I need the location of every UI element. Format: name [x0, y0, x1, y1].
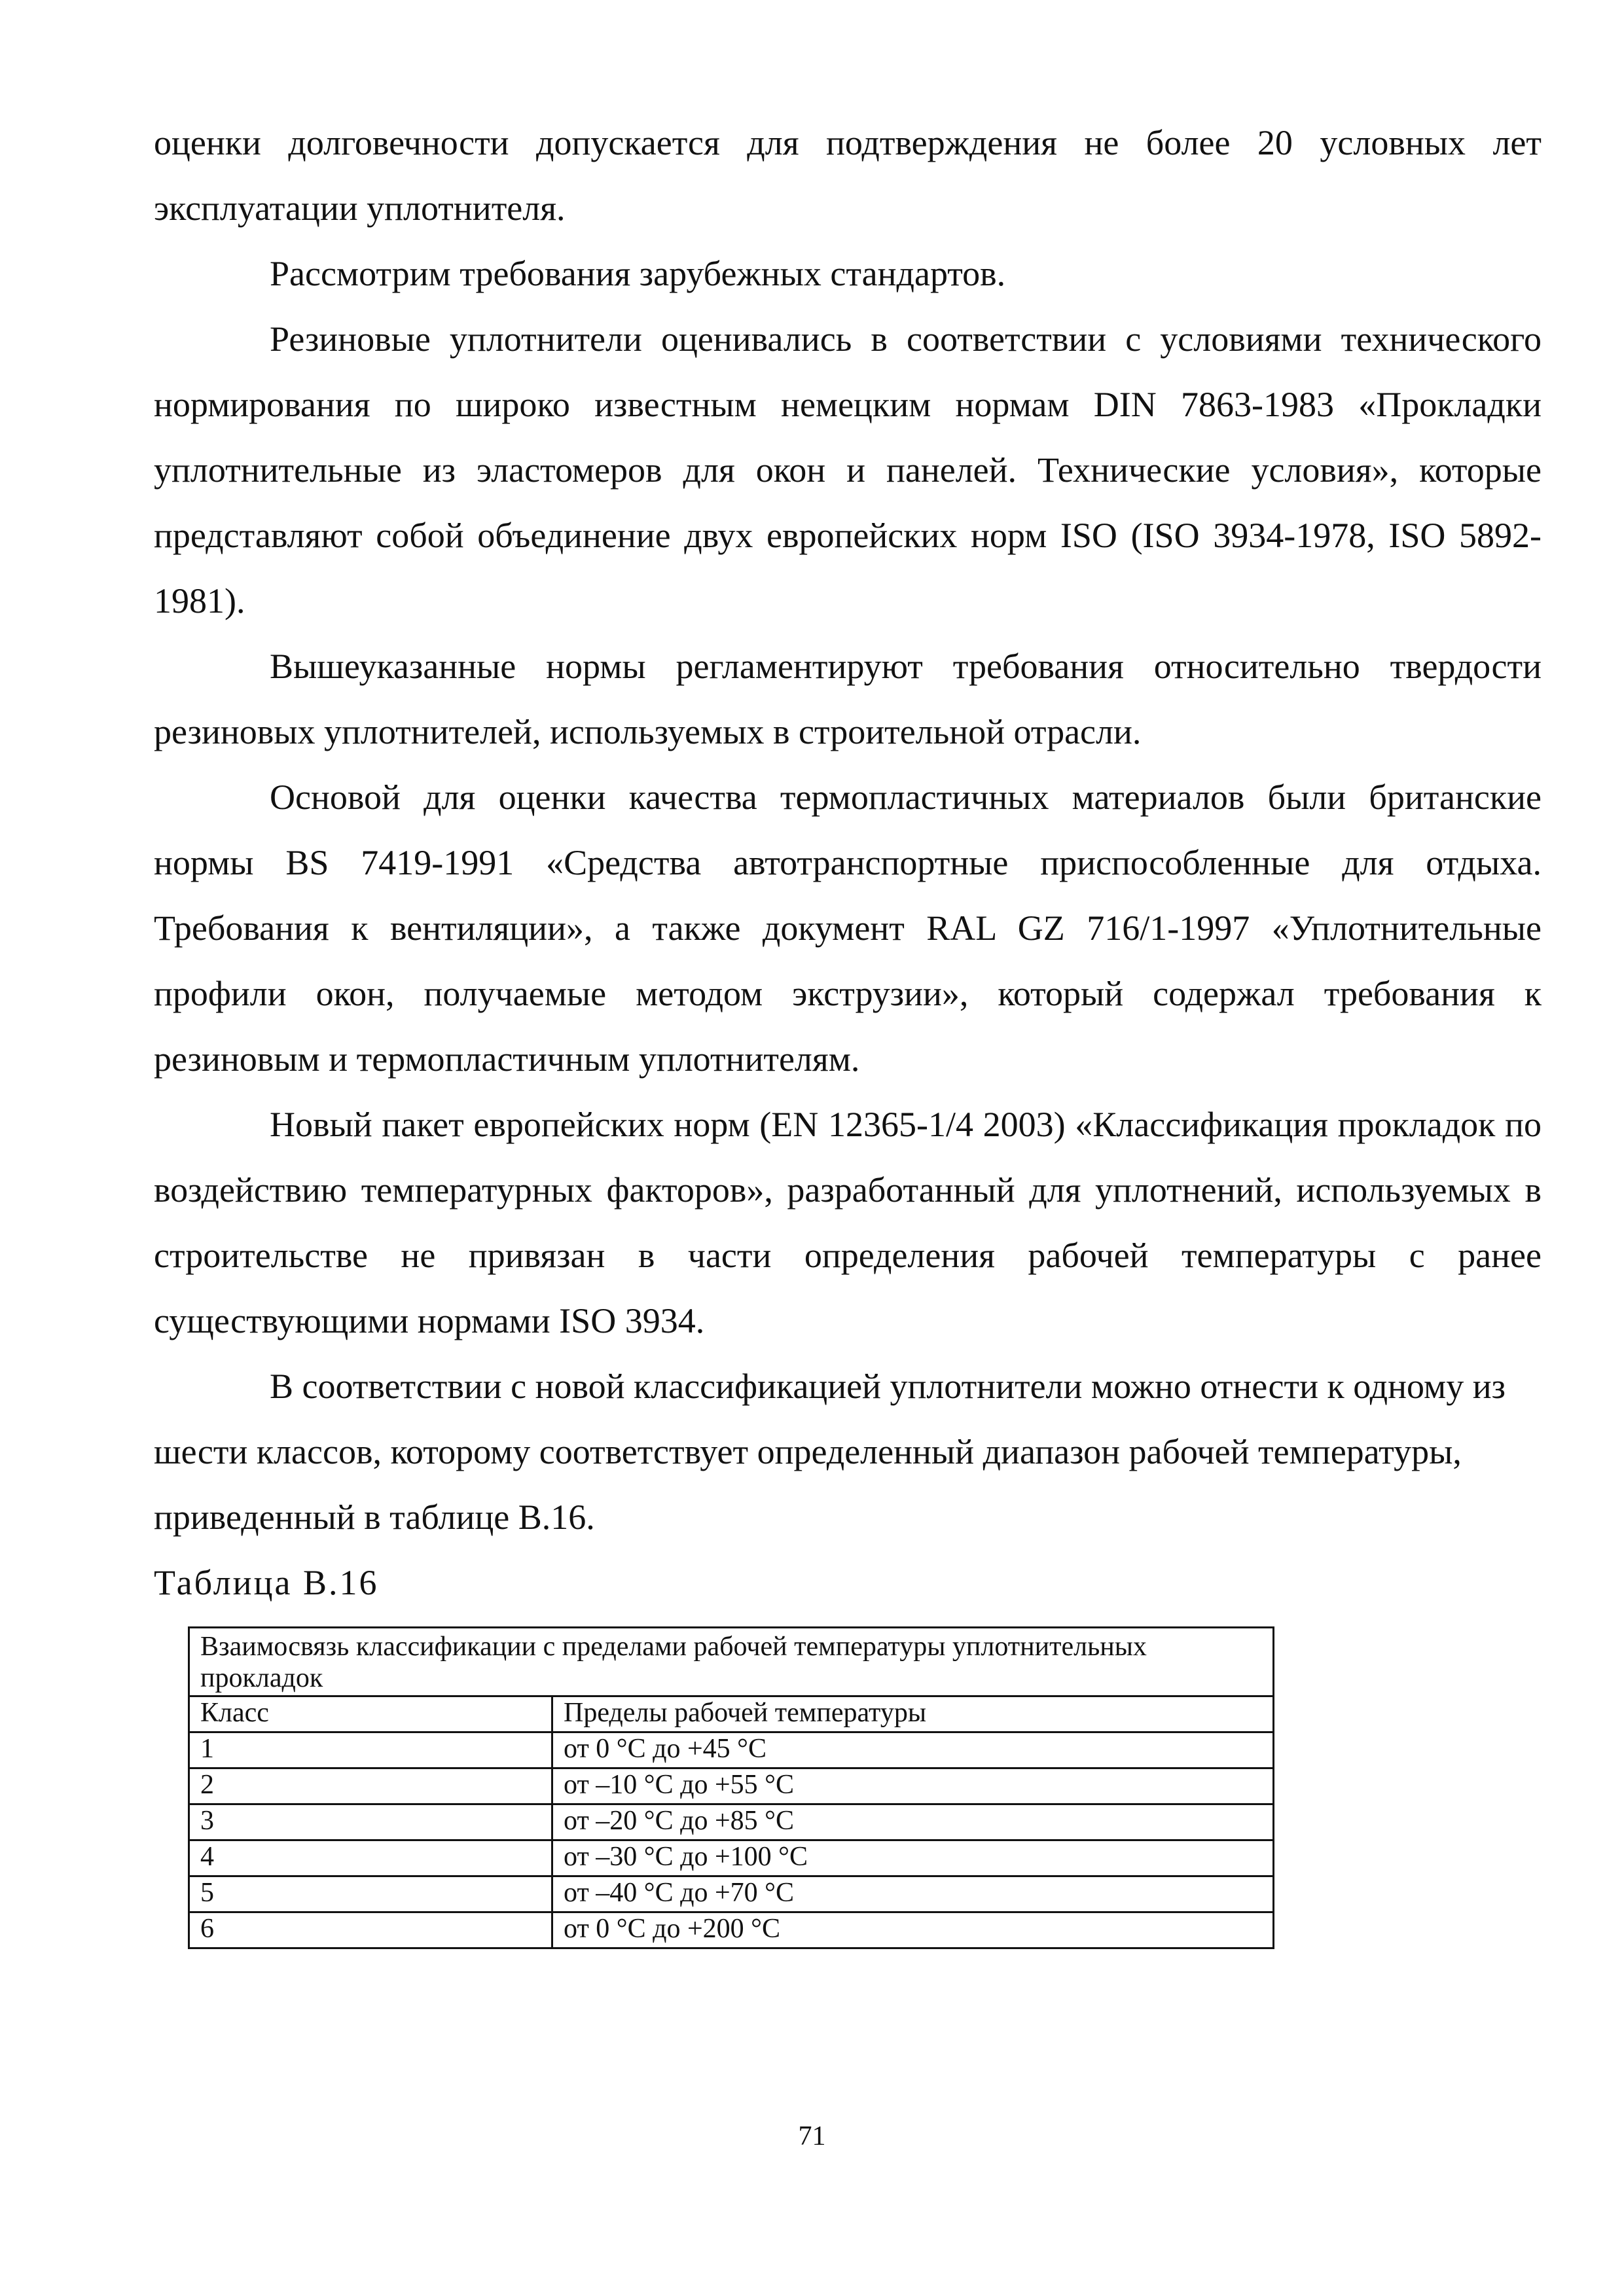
temperature-range-cell: от –20 °С до +85 °С	[552, 1804, 1274, 1840]
table-caption: Таблица В.16	[154, 1563, 379, 1602]
paragraph-durability-continuation: оценки долговечности допускается для подтверждения не более 20 условных лет эксплуатации уплотнителя.	[154, 123, 1542, 228]
paragraph-thermoplastic-bs-ral: Основой для оценки качества термопластичных материалов были британские нормы BS 7419-1991 «Средства автотранспортные приспособленные для отдыха. Требования к вентиляции», а также документ RAL GZ 716/1-1997 «Уплотнительные профили окон, получаемые методом экструзии», который содержал требования к резиновым и термопластичным уплотнителям.	[154, 778, 1542, 1079]
paragraph-hardness-requirements: Вышеуказанные нормы регламентируют требования относительно твердости резиновых уплотнителей, используемых в строительной отрасли.	[154, 647, 1542, 751]
table-row	[189, 1732, 1274, 1768]
class-cell: 3	[189, 1804, 552, 1840]
class-cell: 2	[189, 1768, 552, 1804]
table-header-row	[189, 1696, 1274, 1732]
page-number: 71	[798, 2121, 826, 2151]
paragraph-foreign-standards-intro: Рассмотрим требования зарубежных стандартов.	[270, 254, 1006, 293]
temperature-range-cell: от –40 °С до +70 °С	[552, 1876, 1274, 1912]
table-row	[189, 1876, 1274, 1912]
temperature-range-cell: от –30 °С до +100 °С	[552, 1840, 1274, 1876]
column-header-class: Класс	[189, 1696, 552, 1732]
class-cell: 5	[189, 1876, 552, 1912]
table-title: Взаимосвязь классификации с пределами рабочей температуры уплотнительных прокладок	[189, 1628, 1274, 1696]
paragraph-six-classes: В соответствии с новой классификацией уплотнители можно отнести к одному из шести классов, которому соответствует определенный диапазон рабочей температуры, приведенный в таблице В.16.	[154, 1367, 1506, 1537]
temperature-range-cell: от –10 °С до +55 °С	[552, 1768, 1274, 1804]
paragraph-rubber-seals-din: Резиновые уплотнители оценивались в соответствии с условиями технического нормирования по широко известным немецким нормам DIN 7863-1983 «Прокладки уплотнительные из эластомеров для окон и панелей. Технические условия», которые представляют собой объединение двух европейских норм ISO (ISO 3934-1978, ISO 5892-1981).	[154, 319, 1542, 620]
table-row	[189, 1912, 1274, 1948]
class-cell: 4	[189, 1840, 552, 1876]
column-header-temperature-range: Пределы рабочей температуры	[552, 1696, 1274, 1732]
temperature-range-cell: от 0 °С до +200 °С	[552, 1912, 1274, 1948]
class-cell: 6	[189, 1912, 552, 1948]
temperature-class-table	[188, 1626, 1274, 1949]
table-title-row	[189, 1628, 1274, 1696]
table-row	[189, 1804, 1274, 1840]
temperature-range-cell: от 0 °С до +45 °С	[552, 1732, 1274, 1768]
table-row	[189, 1768, 1274, 1804]
table-row	[189, 1840, 1274, 1876]
class-cell: 1	[189, 1732, 552, 1768]
paragraph-en-12365: Новый пакет европейских норм (EN 12365-1/4 2003) «Классификация прокладок по воздействию температурных факторов», разработанный для уплотнений, используемых в строительстве не привязан в части определения рабочей температуры с ранее существующими нормами ISO 3934.	[154, 1105, 1542, 1340]
